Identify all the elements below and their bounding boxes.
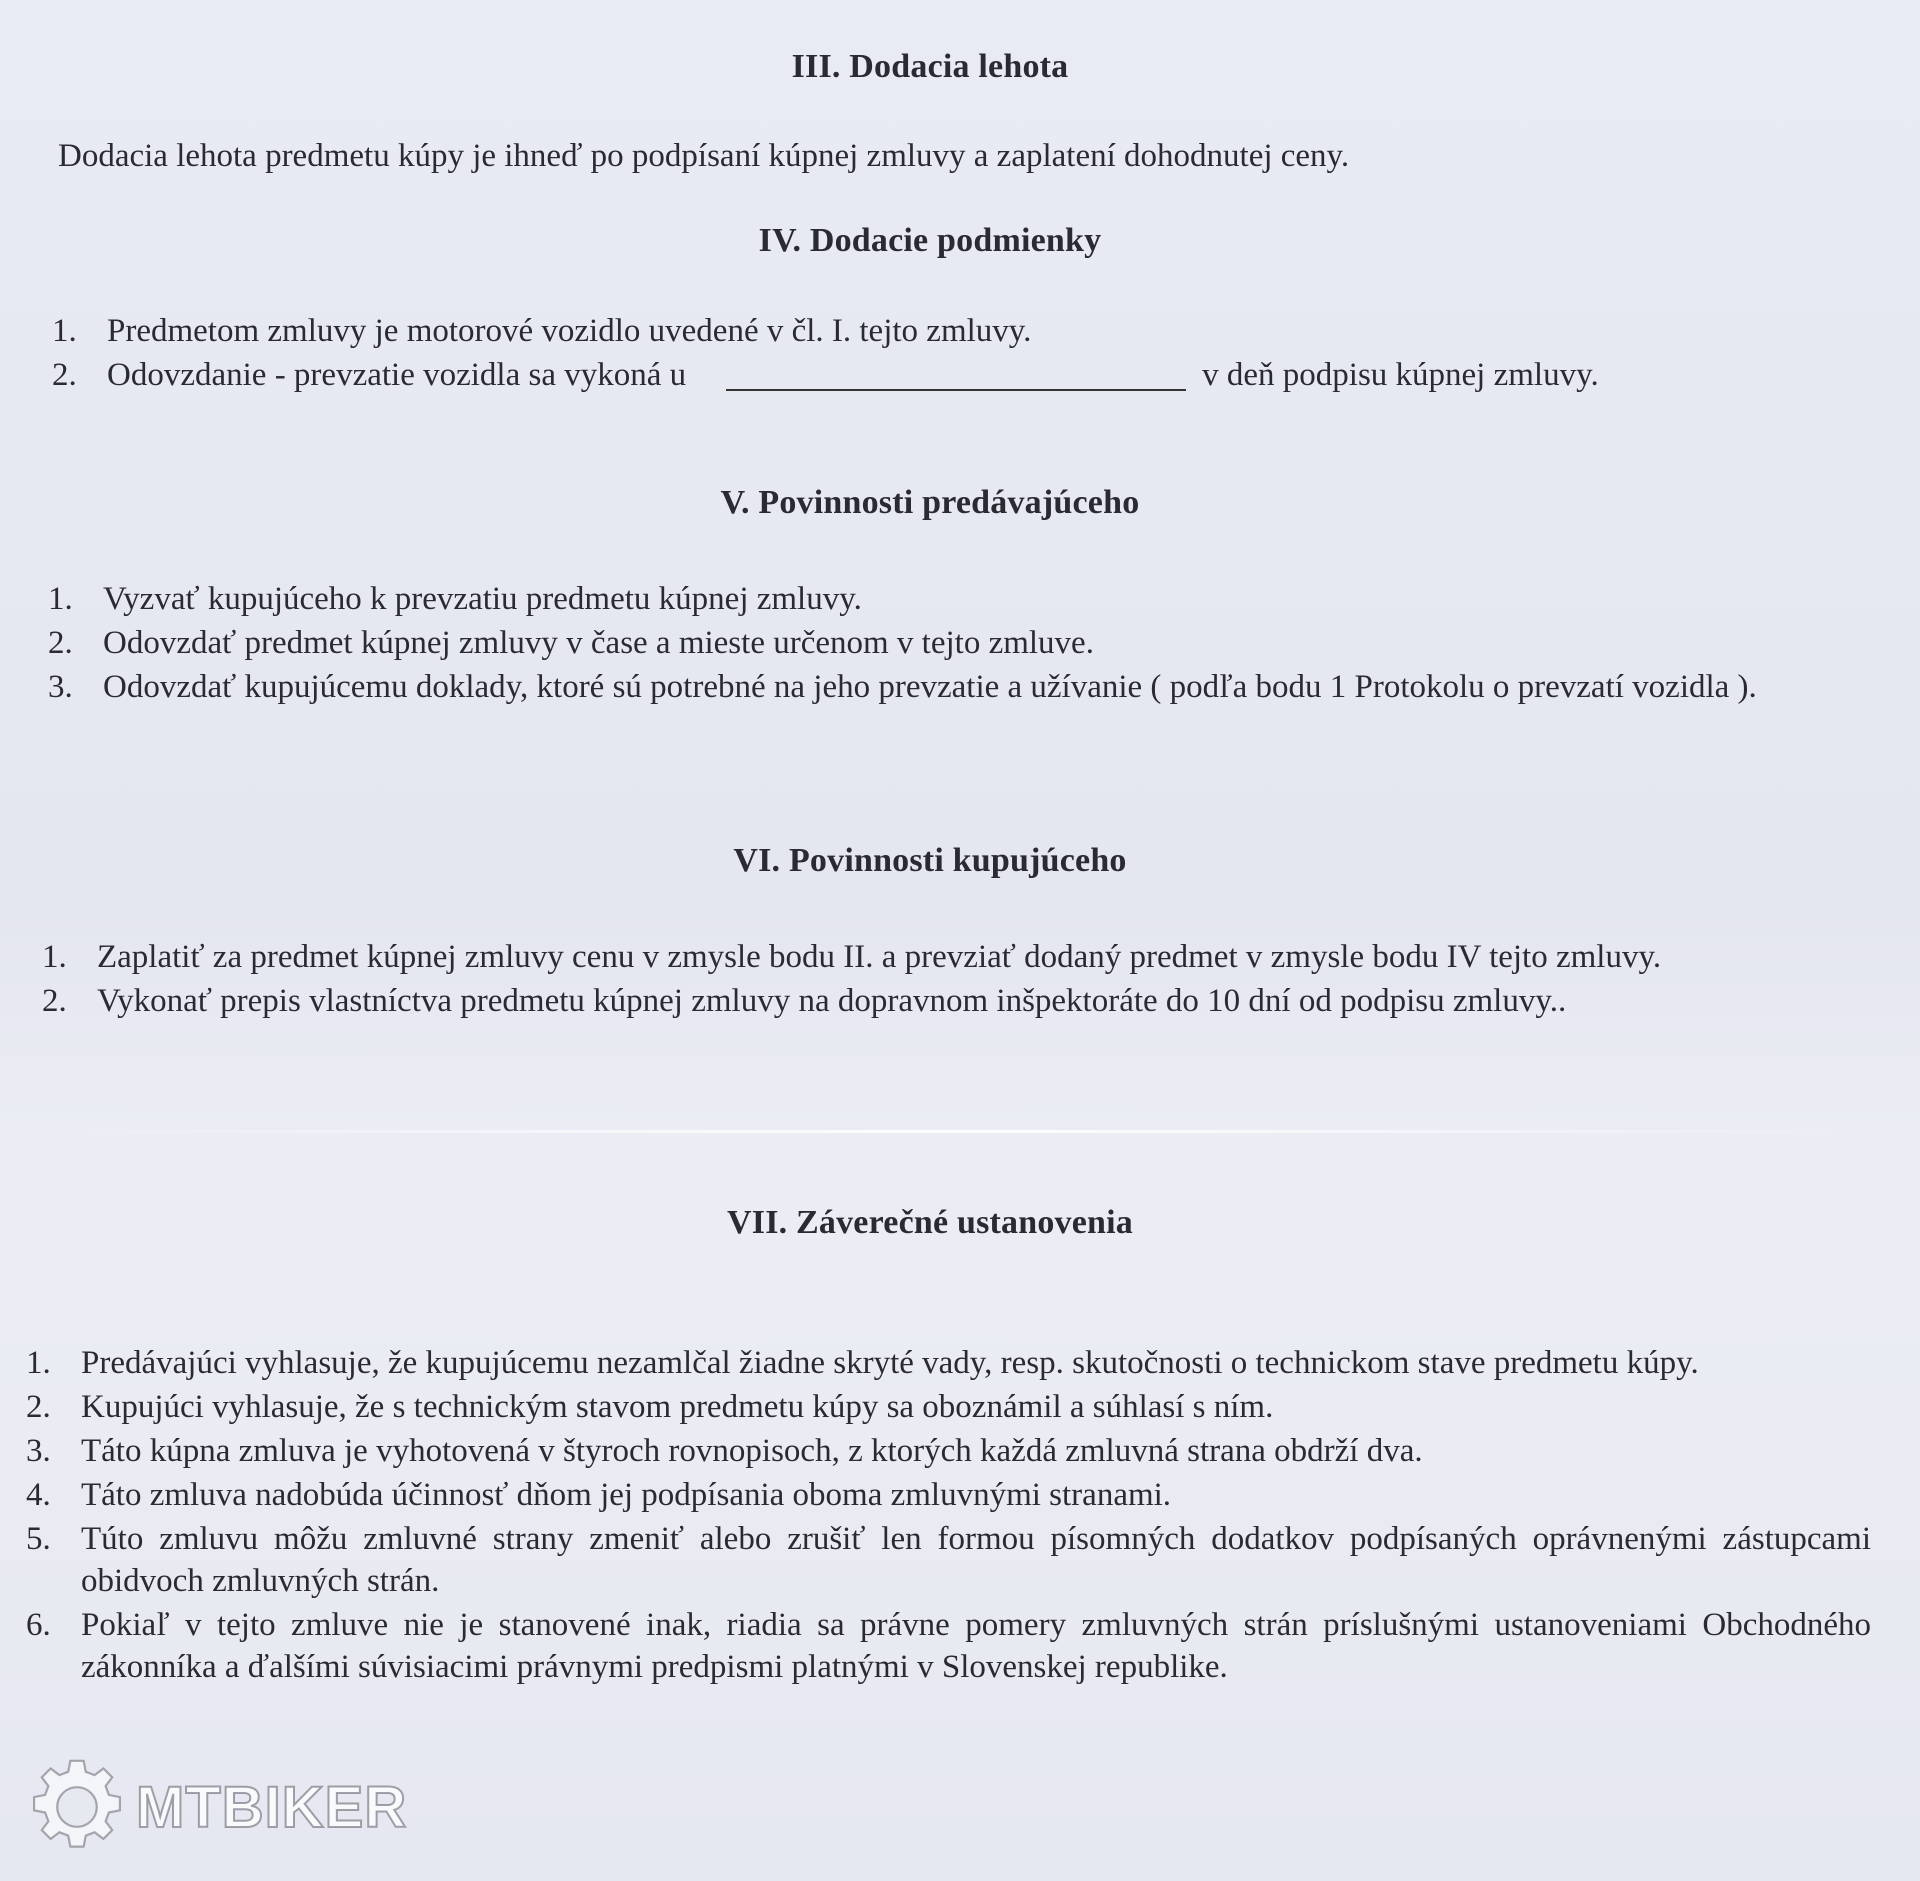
- section-7-title: VII. Záverečné ustanovenia: [727, 1204, 1133, 1241]
- list-item: [26, 1386, 1871, 1428]
- list-item: [48, 622, 1823, 664]
- handover-place-blank[interactable]: [726, 388, 1186, 391]
- item-number: 5.: [26, 1521, 51, 1557]
- item-number: 3.: [48, 669, 73, 705]
- item-number: 6.: [26, 1607, 51, 1643]
- item-text: Táto zmluva nadobúda účinnosť dňom jej podpísania oboma zmluvnými stranami.: [81, 1477, 1172, 1513]
- list-item: [26, 1474, 1871, 1516]
- section-6-title: VI. Povinnosti kupujúceho: [733, 842, 1127, 879]
- item-text: Predávajúci vyhlasuje, že kupujúcemu nezamlčal žiadne skryté vady, resp. skutočnosti o technickom stave predmetu kúpy.: [81, 1345, 1699, 1381]
- section-4-list: [52, 310, 1812, 398]
- item-text: Pokiaľ v tejto zmluve nie je stanovené inak, riadia sa právne pomery zmluvných strán príslušnými ustanoveniami Obchodného zákonníka a ďalšími súvisiacimi právnymi predpismi platnými v Slovenskej republike.: [81, 1607, 1871, 1685]
- item-number: 4.: [26, 1477, 51, 1513]
- item-text-after: v deň podpisu kúpnej zmluvy.: [1202, 357, 1599, 393]
- section-7-list: [26, 1342, 1871, 1690]
- item-number: 2.: [26, 1389, 51, 1425]
- item-number: 1.: [48, 581, 73, 617]
- item-number: 2.: [48, 625, 73, 661]
- item-text: Kupujúci vyhlasuje, že s technickým stavom predmetu kúpy sa oboznámil a súhlasí s ním.: [81, 1389, 1274, 1425]
- item-text: Vyzvať kupujúceho k prevzatiu predmetu kúpnej zmluvy.: [103, 581, 862, 617]
- section-5-title: V. Povinnosti predávajúceho: [720, 484, 1140, 521]
- gear-icon: [22, 1752, 132, 1862]
- item-number: 2.: [52, 357, 77, 393]
- item-number: 1.: [42, 939, 67, 975]
- list-item: [52, 354, 1812, 396]
- list-item: [26, 1430, 1871, 1472]
- item-number: 3.: [26, 1433, 51, 1469]
- list-item: [52, 310, 1812, 352]
- item-text: Zaplatiť za predmet kúpnej zmluvy cenu v zmysle bodu II. a prevziať dodaný predmet v zmysle bodu IV tejto zmluvy.: [97, 939, 1662, 975]
- mtbiker-watermark: [22, 1752, 407, 1862]
- item-number: 1.: [52, 313, 77, 349]
- section-5-list: [48, 578, 1823, 710]
- list-item: [26, 1518, 1871, 1602]
- section-4-title: IV. Dodacie podmienky: [758, 222, 1102, 259]
- section-3-title: III. Dodacia lehota: [791, 48, 1069, 85]
- item-number: 1.: [26, 1345, 51, 1381]
- item-text: Vykonať prepis vlastníctva predmetu kúpnej zmluvy na dopravnom inšpektoráte do 10 dní od podpisu zmluvy..: [97, 983, 1567, 1019]
- item-text-before: Odovzdanie - prevzatie vozidla sa vykoná u: [107, 357, 687, 393]
- item-text: Predmetom zmluvy je motorové vozidlo uvedené v čl. I. tejto zmluvy.: [107, 313, 1032, 349]
- item-text: Odovzdať kupujúcemu doklady, ktoré sú potrebné na jeho prevzatie a užívanie ( podľa bodu 1 Protokolu o prevzatí vozidla ).: [103, 669, 1757, 705]
- list-item: [42, 936, 1832, 978]
- list-item: [26, 1342, 1871, 1384]
- item-text: Táto kúpna zmluva je vyhotovená v štyroch rovnopisoch, z ktorých každá zmluvná strana obdrží dva.: [81, 1433, 1423, 1469]
- item-text: Túto zmluvu môžu zmluvné strany zmeniť alebo zrušiť len formou písomných dodatkov podpísaných oprávnenými zástupcami obidvoch zmluvných strán.: [81, 1521, 1871, 1599]
- list-item: [42, 980, 1832, 1022]
- section-3-text: Dodacia lehota predmetu kúpy je ihneď po podpísaní kúpnej zmluvy a zaplatení dohodnutej ceny.: [58, 138, 1350, 174]
- item-number: 2.: [42, 983, 67, 1019]
- watermark-text: MTBIKER: [136, 1774, 408, 1840]
- item-text: Odovzdať predmet kúpnej zmluvy v čase a mieste určenom v tejto zmluve.: [103, 625, 1094, 661]
- section-6-list: [42, 936, 1832, 1024]
- list-item: [26, 1604, 1871, 1688]
- list-item: [48, 578, 1823, 620]
- list-item: [48, 666, 1823, 708]
